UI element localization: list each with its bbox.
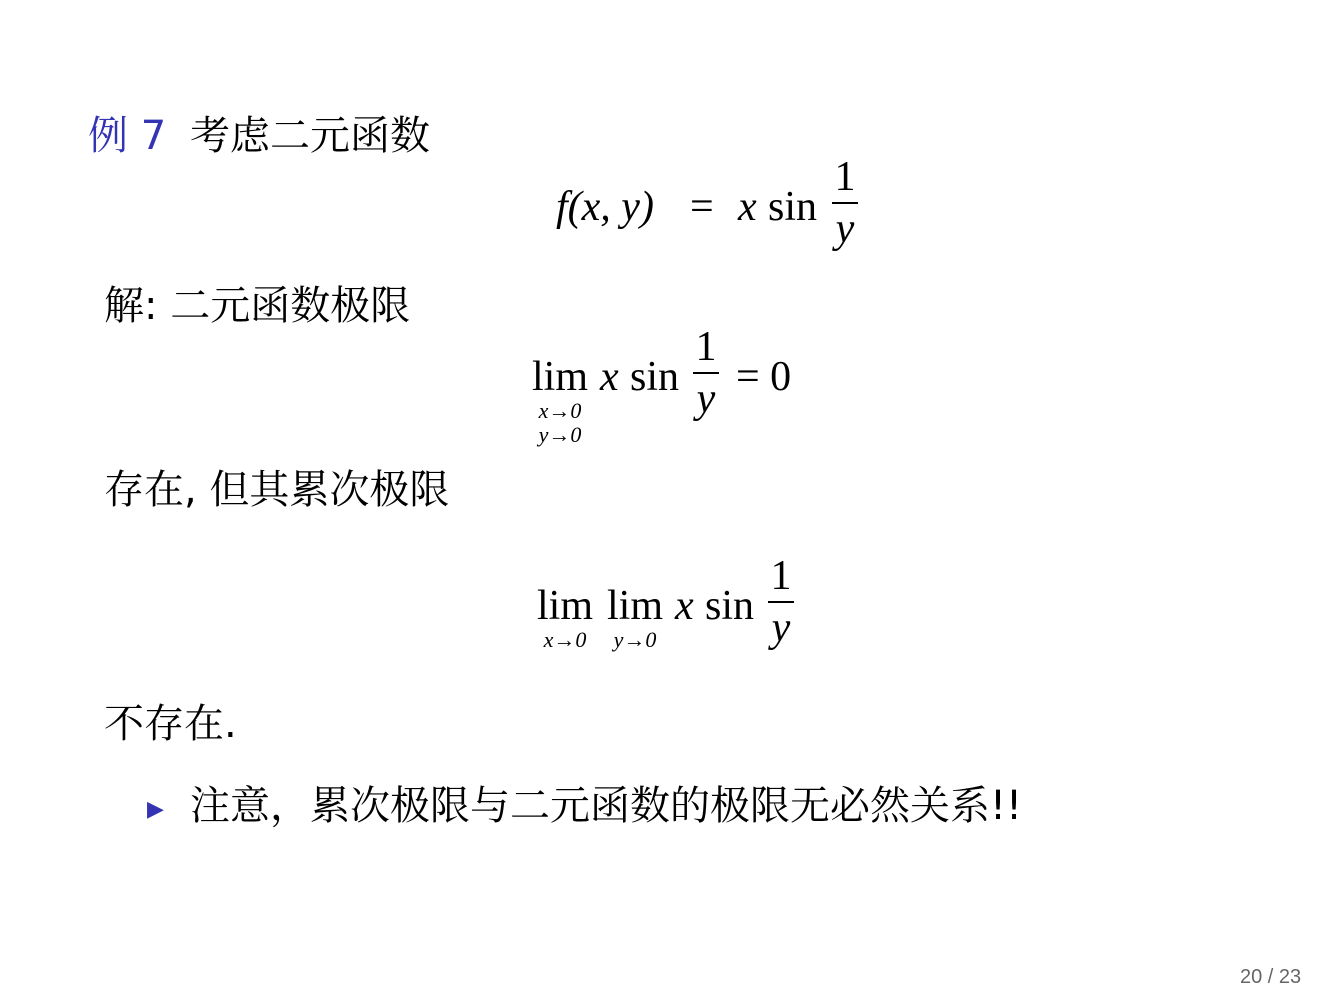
formula-3-sin: sin [705, 583, 755, 629]
formula-3-numerator: 1 [770, 553, 792, 599]
example-title: 考虑二元函数 [190, 113, 430, 159]
formula-2-numerator: 1 [695, 324, 717, 370]
solution-intro: 解: 二元函数极限 [104, 283, 411, 329]
formula-2-sin: sin [630, 354, 680, 400]
formula-3-inner-lim [602, 585, 668, 651]
fraction-bar [768, 601, 794, 603]
formula-1-fraction [832, 156, 858, 250]
formula-1-lhs: f(x, y) [556, 184, 654, 230]
example-label: 例 7 [88, 113, 167, 159]
formula-1-sin: sin [768, 184, 818, 230]
formula-1-numerator: 1 [834, 154, 856, 200]
formula-3-inner-lim-text: lim [606, 583, 663, 629]
formula-3-outer-sub: x→0 [543, 627, 587, 652]
formula-1-denominator: y [835, 206, 855, 252]
formula-3-fraction [768, 555, 794, 649]
formula-1-x: x [738, 184, 757, 230]
formula-1-eq: = [690, 184, 714, 230]
formula-2-rhs: = 0 [736, 354, 792, 400]
formula-3-outer-lim [532, 585, 598, 651]
page-number: 20 / 23 [1240, 966, 1302, 988]
formula-2-denominator: y [696, 376, 716, 422]
formula-3-denominator: y [771, 605, 791, 651]
fraction-bar [693, 372, 719, 374]
bullet-marker: ▶ [147, 797, 164, 822]
formula-2-lim [528, 356, 592, 446]
formula-2-sub-y: y→0 [538, 422, 582, 447]
formula-3-inner-sub: y→0 [613, 627, 657, 652]
not-exist-text: 不存在. [104, 701, 237, 747]
bullet-note: 注意，累次极限与二元函数的极限无必然关系!! [190, 783, 1023, 829]
formula-3-outer-lim-text: lim [536, 583, 593, 629]
exists-text: 存在, 但其累次极限 [104, 467, 450, 513]
formula-2-fraction [693, 326, 719, 420]
formula-2-x: x [600, 354, 619, 400]
fraction-bar [832, 202, 858, 204]
formula-2-sub-x: x→0 [538, 398, 582, 423]
formula-3-x: x [675, 583, 694, 629]
formula-2-lim-text: lim [531, 354, 588, 400]
